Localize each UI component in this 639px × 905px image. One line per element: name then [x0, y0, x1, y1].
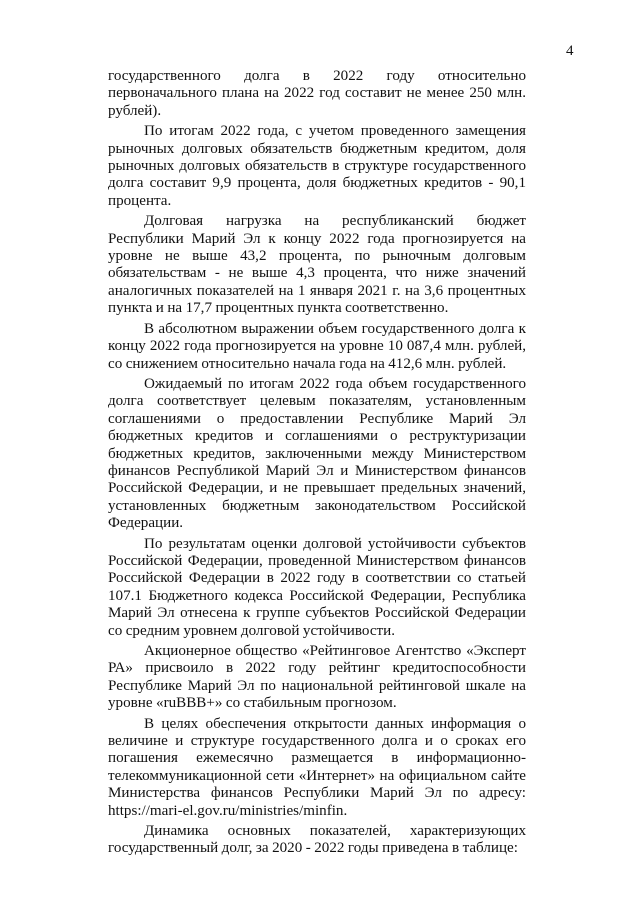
paragraph-target-indicators: Ожидаемый по итогам 2022 года объем государственного долга соответствует целевым показателям, установленным соглашениями о предоставлении Республике Марий Эл бюджетных кредитов и соглашениями о реструктуризации бюджетных кредитов, заключенными между Министерством финансов Республикой Марий Эл и Министерством финансов Российской Федерации, и не превышает предельных значений, установленных бюджетным законодательством Российской Федерации.: [108, 375, 526, 532]
paragraph-debt-sustainability: По результатам оценки долговой устойчивости субъектов Российской Федерации, проведенной Министерством финансов Российской Федерации в 2022 году в соответствии со статьей 107.1 Бюджетного кодекса Российской Федерации, Республика Марий Эл отнесена к группе субъектов Российской Федерации со средним уровнем долговой устойчивости.: [108, 535, 526, 639]
paragraph-credit-rating: Акционерное общество «Рейтинговое Агентство «Эксперт РА» присвоило в 2022 году рейтинг кредитоспособности Республике Марий Эл по национальной рейтинговой шкале на уровне «ruBBB+» со стабильным прогнозом.: [108, 643, 526, 712]
paragraph-absolute-debt-volume: В абсолютном выражении объем государственного долга к концу 2022 года прогнозируется на уровне 10 087,4 млн. рублей, со снижением относительно начала года на 412,6 млн. рублей.: [108, 320, 526, 372]
paragraph-table-intro: Динамика основных показателей, характеризующих государственный долг, за 2020 - 2022 годы приведена в таблице:: [108, 823, 526, 857]
paragraph-debt-plan-continuation: государственного долга в 2022 году относительно первоначального плана на 2022 год составит не менее 250 млн. рублей).: [108, 68, 526, 119]
document-body: [108, 68, 526, 858]
paragraph-debt-structure: По итогам 2022 года, с учетом проведенного замещения рыночных долговых обязательств бюджетным кредитом, доля рыночных долговых обязательств в структуре государственного долга составит 9,9 процента, доля бюджетных кредитов - 90,1 процента.: [108, 123, 526, 209]
page-number: 4: [566, 43, 574, 59]
paragraph-information-disclosure: В целях обеспечения открытости данных информация о величине и структуре государственного долга и о сроках его погашения ежемесячно размещается в информационно-телекоммуникационной сети «Интернет» на официальном сайте Министерства финансов Республики Марий Эл по адресу: https://mari-el.gov.ru/ministries/minfin.: [108, 715, 526, 819]
paragraph-debt-burden: Долговая нагрузка на республиканский бюджет Республики Марий Эл к концу 2022 года прогнозируется на уровне не выше 43,2 процента, по рыночным долговым обязательствам - не выше 4,3 процента, что ниже значений аналогичных показателей на 1 января 2021 г. на 3,6 процентных пункта и на 17,7 процентных пункта соответственно.: [108, 213, 526, 317]
